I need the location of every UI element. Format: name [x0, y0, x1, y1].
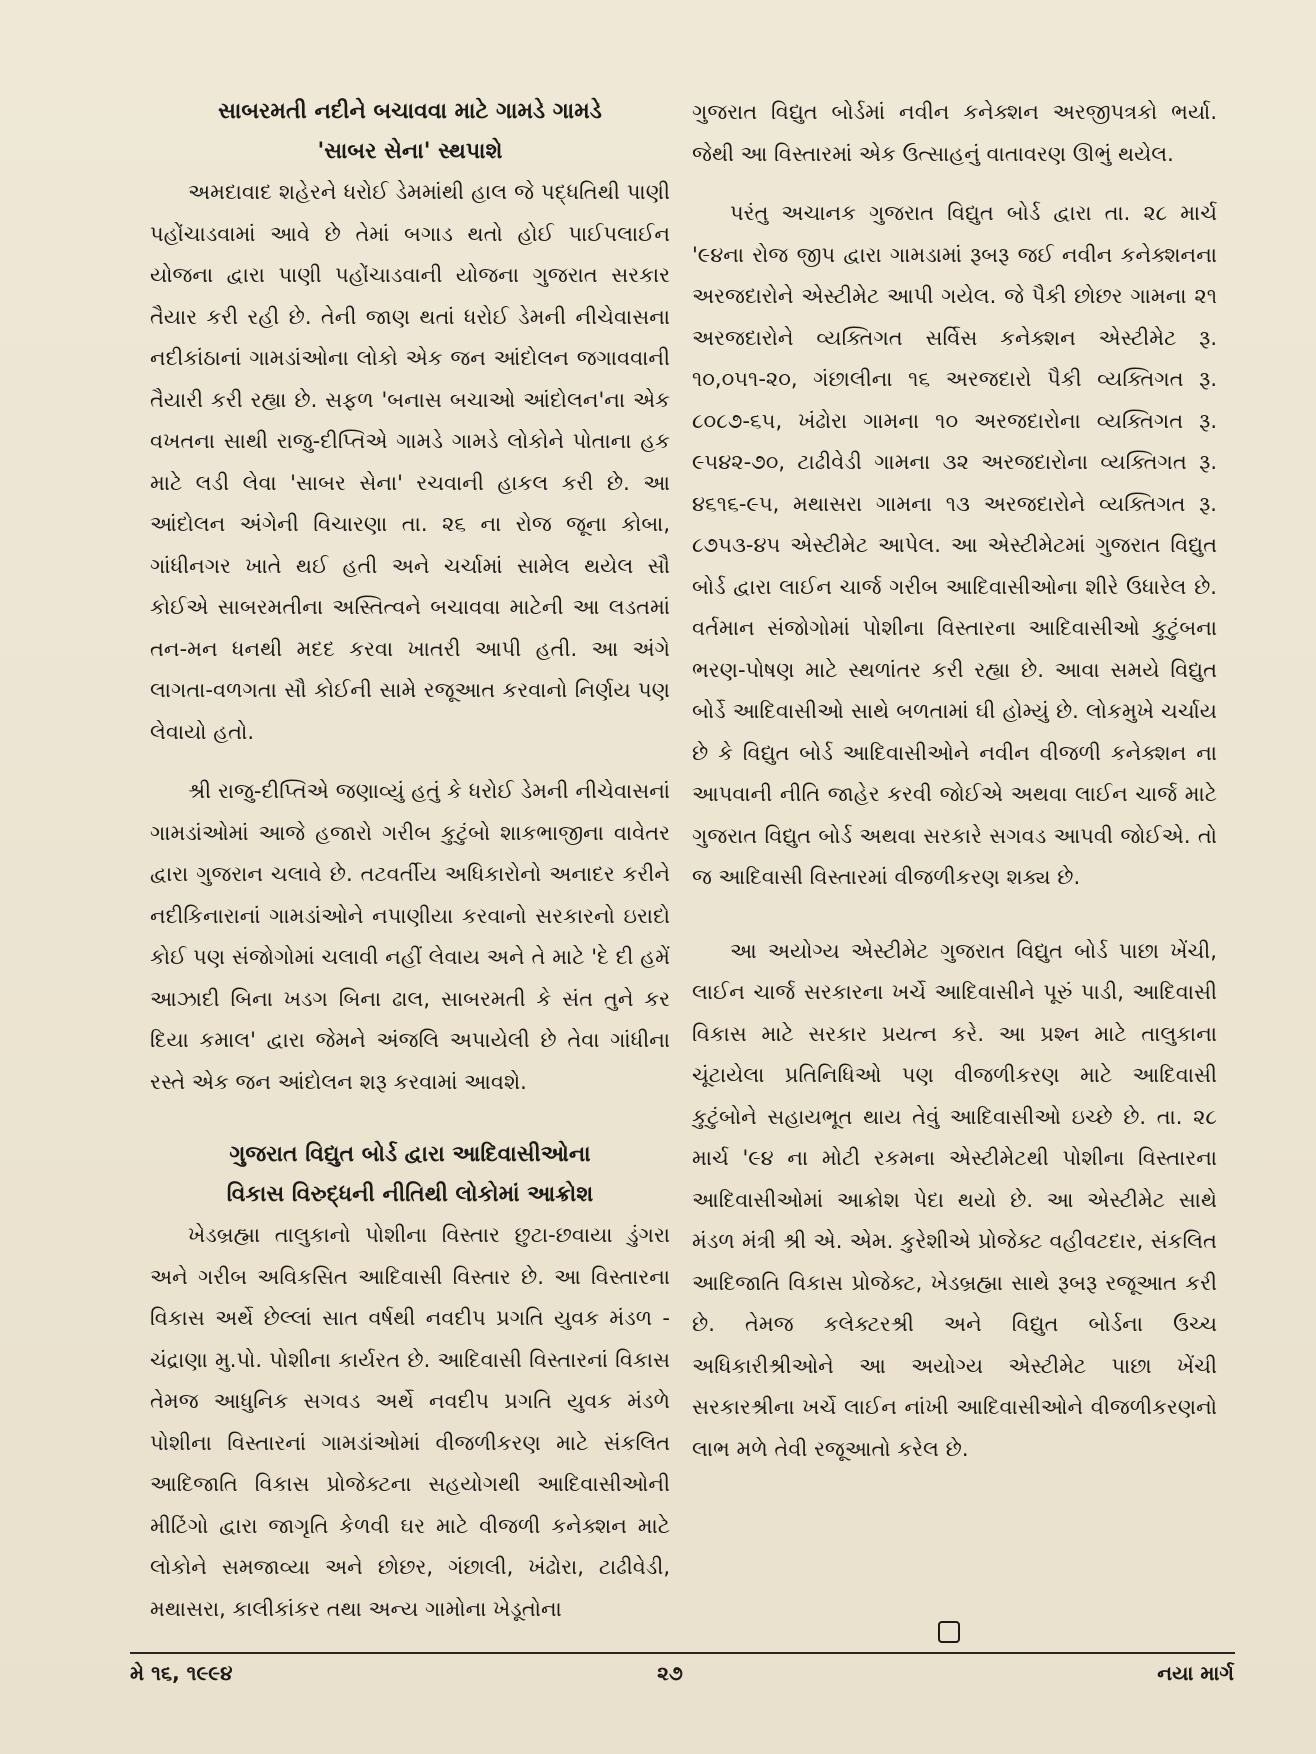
article-heading-line2: વિકાસ વિરુદ્ધની નીતિથી લોકોમાં આક્રોશ	[226, 1182, 594, 1207]
article-electricity-board	[150, 1135, 670, 1630]
page-number: ૨૭	[657, 1661, 683, 1685]
article-end-square-icon	[938, 1621, 960, 1643]
publication-name: નયા માર્ગ	[1157, 1661, 1234, 1685]
article-paragraph: અમદાવાદ શહેરને ધરોઈ ડેમમાંથી હાલ જે પદ્ધતિથી પાણી પહોંચાડવામાં આવે છે તેમાં બગાડ થતો હોઈ પાઈપલાઈન યોજના દ્વારા પાણી પહોંચાડવાની યોજના ગુજરાત સરકાર તૈયાર કરી રહી છે. તેની જાણ થતાં ધરોઈ ડેમની નીચેવાસના નદીકાંઠાનાં ગામડાંઓના લોકો એક જન આંદોલન જગાવવાની તૈયારી કરી રહ્યા છે. સફળ 'બનાસ બચાઓ આંદોલન'ના એક વખતના સાથી રાજુ-દીપ્તિએ ગામડે ગામડે લોકોને પોતાના હક માટે લડી લેવા 'સાબર સેના' રચવાની હાકલ કરી છે. આ આંદોલન અંગેની વિચારણા તા. ૨૬ ના રોજ જૂના કોબા, ગાંધીનગર ખાતે થઈ હતી અને ચર્ચામાં સામેલ થયેલ સૌ કોઈએ સાબરમતીના અસ્તિત્વને બચાવવા માટેની આ લડતમાં તન-મન ધનથી મદદ કરવા ખાતરી આપી હતી. આ અંગે લાગતા-વળગતા સૌ કોઈની સામે રજૂઆત કરવાનો નિર્ણય પણ લેવાયો હતો.	[150, 180, 670, 744]
article-heading-line1: ગુજરાત વિદ્યુત બોર્ડ દ્વારા આદિવાસીઓના	[229, 1142, 591, 1167]
left-column	[150, 92, 670, 1630]
article-paragraph: આ અયોગ્ય એસ્ટીમેટ ગુજરાત વિદ્યુત બોર્ડ પાછા ખેંચી, લાઈન ચાર્જ સરકારના ખર્ચે આદિવાસીને પૂરું પાડી, આદિવાસી વિકાસ માટે સરકાર પ્રયત્ન કરે. આ પ્રશ્ન માટે તાલુકાના ચૂંટાયેલા પ્રતિનિધિઓ પણ વીજળીકરણ માટે આદિવાસી કુટુંબોને સહાયભૂત થાય તેવું આદિવાસીઓ ઇચ્છે છે. તા. ૨૮ માર્ચ '૯૪ ના મોટી રકમના એસ્ટીમેટથી પોશીના વિસ્તારના આદિવાસીઓમાં આક્રોશ પેદા થયો છે. આ એસ્ટીમેટ સાથે મંડળ મંત્રી શ્રી એ. એમ. કુરેશીએ પ્રોજેક્ટ વહીવટદાર, સંકલિત આદિજાતિ વિકાસ પ્રોજેક્ટ, ખેડબ્રહ્મા સાથે રૂબરૂ રજૂઆત કરી છે. તેમજ કલેક્ટરશ્રી અને વિદ્યુત બોર્ડના ઉચ્ચ અધિકારીશ્રીઓને આ અયોગ્ય એસ્ટીમેટ પાછા ખેંચી સરકારશ્રીના ખર્ચે લાઈન નાંખી આદિવાસીઓને વીજળીકરણનો લાભ મળે તેવી રજૂઆતો કરેલ છે.	[692, 938, 1217, 1461]
article-paragraph-continued: ગુજરાત વિદ્યુત બોર્ડમાં નવીન કનેક્શન અરજીપત્રકો ભર્યા. જેથી આ વિસ્તારમાં એક ઉત્સાહનું વાતાવરણ ઊભું થયેલ.	[692, 100, 1217, 166]
article-paragraph: ખેડબ્રહ્મા તાલુકાનો પોશીના વિસ્તાર છુટા-છવાયા ડુંગરા અને ગરીબ અવિકસિત આદિવાસી વિસ્તાર છે. આ વિસ્તારના વિકાસ અર્થે છેલ્લાં સાત વર્ષથી નવદીપ પ્રગતિ યુવક મંડળ - ચંદ્રાણા મુ.પો. પોશીના કાર્યરત છે. આદિવાસી વિસ્તારનાં વિકાસ તેમજ આધુનિક સગવડ અર્થે નવદીપ પ્રગતિ યુવક મંડળે પોશીના વિસ્તારનાં ગામડાંઓમાં વીજળીકરણ માટે સંકલિત આદિજાતિ વિકાસ પ્રોજેક્ટના સહયોગથી આદિવાસીઓની મીટિંગો દ્વારા જાગૃતિ કેળવી ઘર માટે વીજળી કનેક્શન માટે લોકોને સમજાવ્યા અને છોછર, ગંછાલી, ખંઢોરા, ટાઢીવેડી, મથાસરા, કાલીકાંકર તથા અન્ય ગામોના ખેડૂતોના	[150, 1223, 670, 1621]
article-heading-line2: 'સાબર સેના' સ્થપાશે	[317, 139, 503, 164]
footer-date: મે ૧૬, ૧૯૯૪	[130, 1661, 233, 1685]
right-column	[692, 92, 1217, 1470]
article-sabar-sena	[150, 92, 670, 1103]
footer-divider	[130, 1652, 1235, 1654]
article-heading-line1: સાબરમતી નદીને બચાવવા માટે ગામડે ગામડે	[218, 99, 602, 124]
article-paragraph: શ્રી રાજુ-દીપ્તિએ જણાવ્યું હતું કે ધરોઈ ડેમની નીચેવાસનાં ગામડાંઓમાં આજે હજારો ગરીબ કુટુંબો શાકભાજીના વાવેતર દ્વારા ગુજરાન ચલાવે છે. તટવર્તીય અધિકારોનો અનાદર કરીને નદીકિનારાનાં ગામડાંઓને નપાણીયા કરવાનો સરકારનો ઇરાદો કોઈ પણ સંજોગોમાં ચલાવી નહીં લેવાય અને તે માટે 'દે દી હમેં આઝાદી બિના ખડગ બિના ઢાલ, સાબરમતી કે સંત તુને કર દિયા કમાલ' દ્વારા જેમને અંજલિ અપાયેલી છે તેવા ગાંધીના રસ્તે એક જન આંદોલન શરૂ કરવામાં આવશે.	[150, 779, 670, 1094]
article-paragraph: પરંતુ અચાનક ગુજરાત વિદ્યુત બોર્ડ દ્વારા તા. ૨૮ માર્ચ '૯૪ના રોજ જીપ દ્વારા ગામડામાં રૂબરૂ જઈ નવીન કનેક્શનના અરજદારોને એસ્ટીમેટ આપી ગયેલ. જે પૈકી છોછર ગામના ૨૧ અરજદારોને વ્યક્તિગત સર્વિસ કનેક્શન એસ્ટીમેટ રૂ. ૧૦,૦૫૧-૨૦, ગંછાલીના ૧૬ અરજદારો પૈકી વ્યક્તિગત રૂ. ૮૦૮૭-૬૫, ખંઢોરા ગામના ૧૦ અરજદારોના વ્યક્તિગત રૂ. ૯૫૪૨-૭૦, ટાઢીવેડી ગામના ૩૨ અરજદારોના વ્યક્તિગત રૂ. ૪૬૧૬-૯૫, મથાસરા ગામના ૧૩ અરજદારોને વ્યક્તિગત રૂ. ૮૭૫૩-૪૫ એસ્ટીમેટ આપેલ. આ એસ્ટીમેટમાં ગુજરાત વિદ્યુત બોર્ડ દ્વારા લાઈન ચાર્જ ગરીબ આદિવાસીઓના શીરે ઉધારેલ છે. વર્તમાન સંજોગોમાં પોશીના વિસ્તારના આદિવાસીઓ કુટુંબના ભરણ-પોષણ માટે સ્થળાંતર કરી રહ્યા છે. આવા સમયે વિદ્યુત બોર્ડે આદિવાસીઓ સાથે બળતામાં ઘી હોમ્યું છે. લોકમુખે ચર્ચાય છે કે વિદ્યુત બોર્ડ આદિવાસીઓને નવીન વીજળી કનેક્શન ના આપવાની નીતિ જાહેર કરવી જોઈએ અથવા લાઈન ચાર્જ માટે ગુજરાત વિદ્યુત બોર્ડ અથવા સરકારે સગવડ આપવી જોઈએ. તો જ આદિવાસી વિસ્તારમાં વીજળીકરણ શક્ય છે.	[692, 201, 1217, 889]
